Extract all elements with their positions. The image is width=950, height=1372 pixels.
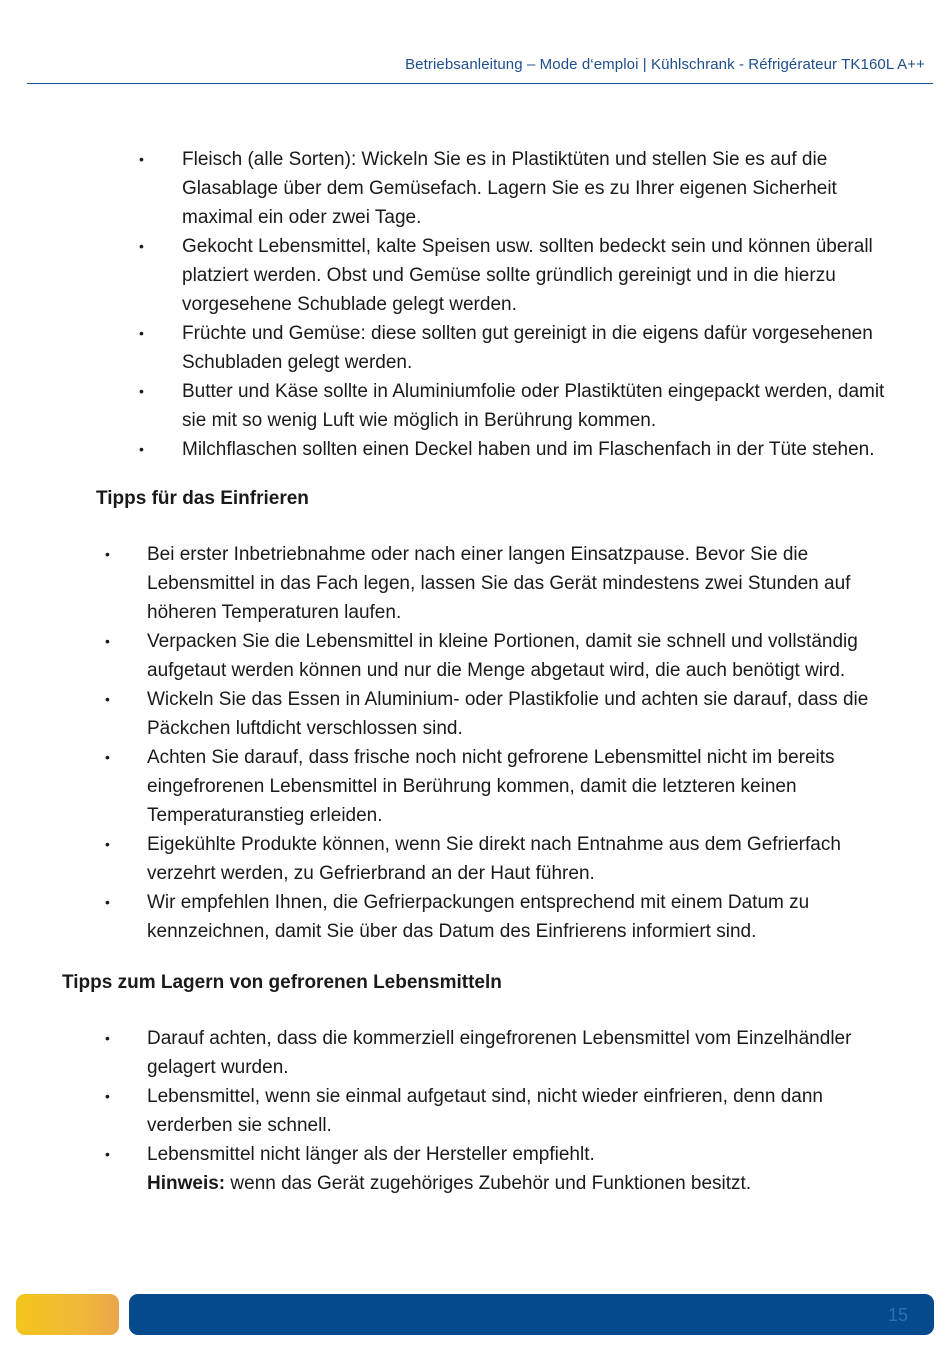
list-item-text: Wir empfehlen Ihnen, die Gefrierpackungen entsprechend mit einem Datum zu kennzeichnen, damit Sie über das Datum des Einfrierens informiert sind. — [147, 892, 810, 942]
list-item-text: Milchflaschen sollten einen Deckel haben und im Flaschenfach in der Tüte stehen. — [182, 439, 875, 460]
bullet-icon: • — [139, 325, 144, 341]
bullet-icon: • — [139, 238, 144, 254]
note-label: Hinweis: — [147, 1173, 226, 1194]
list-item-text: Lebensmittel nicht länger als der Hersteller empfiehlt. — [147, 1144, 595, 1165]
list-item-text: Bei erster Inbetriebnahme oder nach einer langen Einsatzpause. Bevor Sie die Lebensmittel in das Fach legen, lassen Sie das Gerät mindestens zwei Stunden auf höheren Temperaturen laufen. — [147, 544, 851, 623]
note-text: wenn das Gerät zugehöriges Zubehör und Funktionen besitzt. — [225, 1173, 752, 1194]
list-item — [139, 319, 912, 377]
bullet-icon: • — [105, 1030, 110, 1046]
list-item — [139, 232, 912, 319]
list-item — [139, 145, 912, 232]
list-item — [105, 1082, 907, 1140]
bullet-icon: • — [105, 894, 110, 910]
list-item-text: Verpacken Sie die Lebensmittel in kleine Portionen, damit sie schnell und vollständig aufgetaut werden können und nur die Menge abgetaut wird, die auch benötigt wird. — [147, 631, 858, 681]
list-item — [105, 1024, 907, 1082]
bullet-icon: • — [105, 691, 110, 707]
list-item — [105, 743, 907, 830]
list-item-text: Darauf achten, dass die kommerziell eingefrorenen Lebensmittel vom Einzelhändler gelagert wurden. — [147, 1028, 852, 1078]
section-heading-freezing: Tipps für das Einfrieren — [96, 488, 309, 509]
list-item-text: Eigekühlte Produkte können, wenn Sie direkt nach Entnahme aus dem Gefrierfach verzehrt werden, zu Gefrierbrand an der Haut führen. — [147, 834, 841, 884]
list-item-text: Gekocht Lebensmittel, kalte Speisen usw. sollten bedeckt sein und können überall platziert werden. Obst und Gemüse sollte gründlich gereinigt und in die hierzu vorgesehene Schublade gelegt werden. — [182, 236, 873, 315]
freezing-tips-list — [105, 540, 907, 946]
bullet-icon: • — [139, 383, 144, 399]
page-number: 15 — [887, 1305, 908, 1325]
list-item — [139, 435, 912, 464]
list-item-text: Wickeln Sie das Essen in Aluminium- oder Plastikfolie und achten sie darauf, dass die Päckchen luftdicht verschlossen sind. — [147, 689, 869, 739]
bullet-icon: • — [105, 633, 110, 649]
bullet-icon: • — [139, 151, 144, 167]
page-header: Betriebsanleitung – Mode d‘emploi | Kühlschrank - Réfrigérateur TK160L A++ — [405, 56, 925, 73]
list-item-text: Achten Sie darauf, dass frische noch nicht gefrorene Lebensmittel nicht im bereits eingefrorenen Lebensmittel in Berührung kommen, damit die letzteren keinen Temperaturanstieg erleiden. — [147, 747, 835, 826]
bullet-icon: • — [139, 441, 144, 457]
note-paragraph — [147, 1169, 751, 1198]
list-item-text: Lebensmittel, wenn sie einmal aufgetaut sind, nicht wieder einfrieren, denn dann verderben sie schnell. — [147, 1086, 823, 1136]
list-item-text: Fleisch (alle Sorten): Wickeln Sie es in Plastiktüten und stellen Sie es auf die Glasablage über dem Gemüsefach. Lagern Sie es zu Ihrer eigenen Sicherheit maximal ein oder zwei Tage. — [182, 149, 837, 228]
frozen-storage-list — [105, 1024, 907, 1169]
list-item — [105, 685, 907, 743]
list-item-text: Früchte und Gemüse: diese sollten gut gereinigt in die eigens dafür vorgesehenen Schubladen gelegt werden. — [182, 323, 873, 373]
footer-accent-block — [16, 1294, 119, 1335]
bullet-icon: • — [105, 836, 110, 852]
bullet-icon: • — [105, 749, 110, 765]
section-heading-storage: Tipps zum Lagern von gefrorenen Lebensmitteln — [62, 972, 502, 993]
bullet-icon: • — [105, 1146, 110, 1162]
list-item — [105, 830, 907, 888]
header-divider — [27, 83, 933, 84]
list-item-text: Butter und Käse sollte in Aluminiumfolie oder Plastiktüten eingepackt werden, damit sie mit so wenig Luft wie möglich in Berührung kommen. — [182, 381, 885, 431]
bullet-icon: • — [105, 546, 110, 562]
footer-bar — [129, 1294, 934, 1335]
bullet-icon: • — [105, 1088, 110, 1104]
list-item — [105, 1140, 907, 1169]
list-item — [105, 540, 907, 627]
list-item — [105, 627, 907, 685]
list-item — [105, 888, 907, 946]
list-item — [139, 377, 912, 435]
fridge-storage-list — [139, 145, 912, 464]
